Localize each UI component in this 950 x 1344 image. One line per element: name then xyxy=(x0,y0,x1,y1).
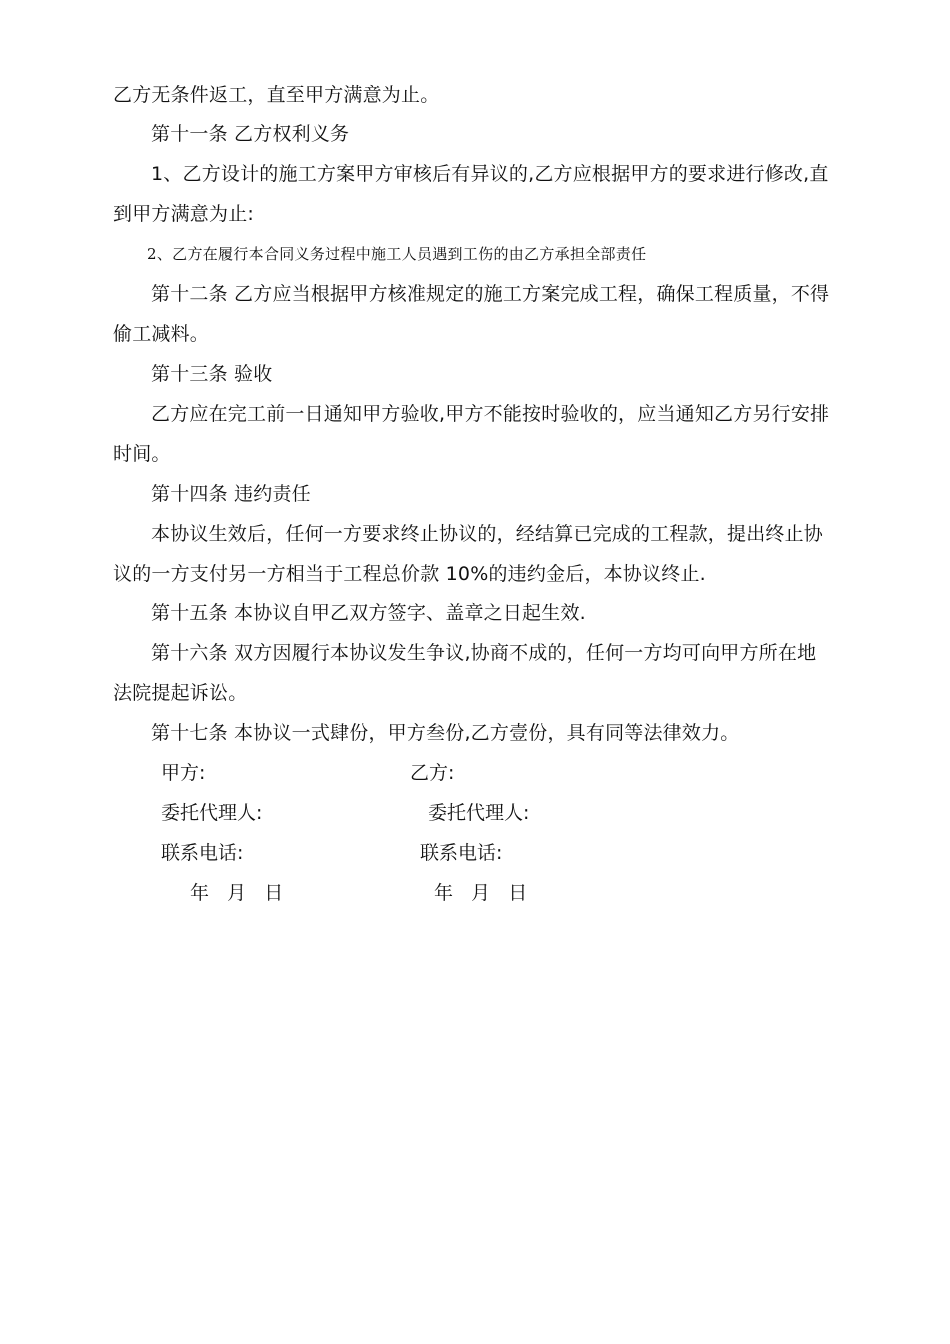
date-b: 年 月 日 xyxy=(434,882,528,904)
text-line: 1、乙方设计的施工方案甲方审核后有异议的,乙方应根据甲方的要求进行修改,直 xyxy=(151,163,829,185)
text-line: 议的一方支付另一方相当于工程总价款 10%的违约金后，本协议终止. xyxy=(113,563,706,585)
phone-b-label: 联系电话: xyxy=(420,842,503,864)
text-line: 乙方应在完工前一日通知甲方验收,甲方不能按时验收的，应当通知乙方另行安排 xyxy=(151,403,830,425)
text-line: 偷工减料。 xyxy=(113,323,210,345)
article-15-text: 第十五条 本协议自甲乙双方签字、盖章之日起生效. xyxy=(151,602,586,624)
agent-b-label: 委托代理人: xyxy=(428,802,530,824)
text-line: 法院提起诉讼。 xyxy=(113,682,248,704)
text-line: 2、乙方在履行本合同义务过程中施工人员遇到工伤的由乙方承担全部责任 xyxy=(147,245,647,263)
article-13-heading: 第十三条 验收 xyxy=(151,363,273,385)
article-16-text: 第十六条 双方因履行本协议发生争议,协商不成的，任何一方均可向甲方所在地 xyxy=(151,642,817,664)
article-17-text: 第十七条 本协议一式肆份，甲方叁份,乙方壹份，具有同等法律效力。 xyxy=(151,722,740,744)
agent-a-label: 委托代理人: xyxy=(161,802,263,824)
date-a: 年 月 日 xyxy=(190,882,284,904)
text-line: 本协议生效后，任何一方要求终止协议的，经结算已完成的工程款，提出终止协 xyxy=(151,523,824,545)
party-a-label: 甲方: xyxy=(161,762,206,784)
party-b-label: 乙方: xyxy=(410,762,455,784)
article-11-heading: 第十一条 乙方权利义务 xyxy=(151,123,350,145)
text-line: 乙方无条件返工，直至甲方满意为止。 xyxy=(113,84,440,106)
text-line: 到甲方满意为止: xyxy=(113,203,255,225)
phone-a-label: 联系电话: xyxy=(161,842,244,864)
article-14-heading: 第十四条 违约责任 xyxy=(151,483,311,505)
text-line: 时间。 xyxy=(113,443,171,465)
article-12-text: 第十二条 乙方应当根据甲方核准规定的施工方案完成工程，确保工程质量，不得 xyxy=(151,283,830,305)
